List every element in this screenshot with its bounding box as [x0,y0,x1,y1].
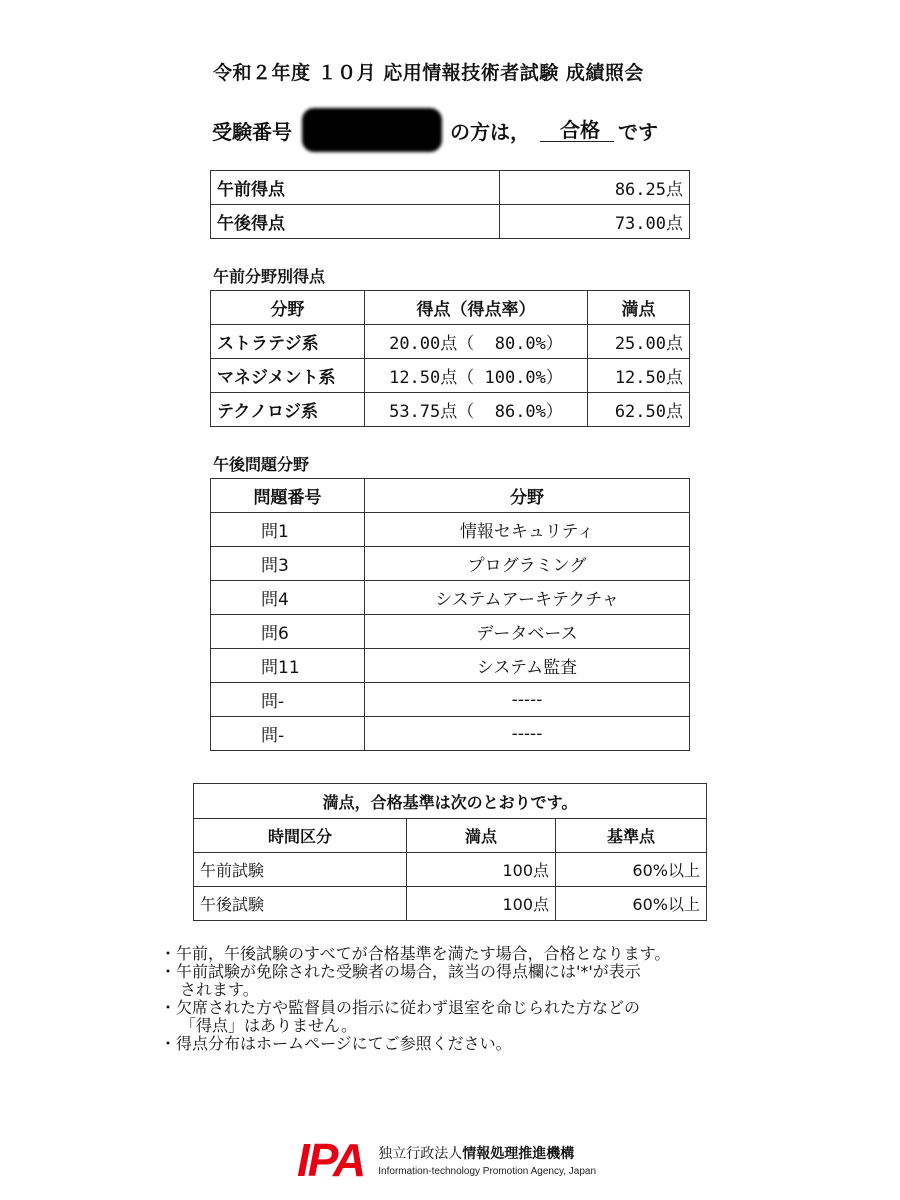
field-max: 25.00点 [588,325,690,359]
pm-score-value: 73.00点 [500,205,690,239]
table-row [211,649,690,683]
question-field: プログラミング [365,547,690,581]
org-name: 情報処理推進機構 [462,1146,575,1162]
table-row [211,717,690,751]
criteria-pass: 60%以上 [556,887,707,921]
table-caption-row [194,784,707,819]
am-score-label: 午前得点 [211,171,500,205]
field-score: 20.00点（ 80.0%） [365,325,588,359]
question-field: システムアーキテクチャ [365,581,690,615]
note-line: ・午前，午後試験のすべてが合格基準を満たす場合，合格となります。 [160,944,671,963]
am-field-score-table [210,290,690,427]
question-number: 問4 [211,581,365,615]
question-field: ----- [365,683,690,717]
examinee-end-text: です [618,119,658,144]
ipa-logo [297,1133,596,1187]
question-number: 問- [211,717,365,751]
note-line: ・欠席された方や監督員の指示に従わず退室を命じられた方などの [160,998,641,1017]
table-row [194,853,707,887]
field-max: 12.50点 [588,359,690,393]
examinee-number-label: 受験番号 [212,119,292,144]
redacted-examinee-number [302,108,442,152]
question-field: データベース [365,615,690,649]
org-prefix: 独立行政法人 [378,1146,463,1162]
question-field: ----- [365,717,690,751]
column-header: 満点 [407,819,556,853]
pm-score-label: 午後得点 [211,205,500,239]
page-title: 令和２年度 １０月 応用情報技術者試験 成績照会 [213,62,644,84]
column-header: 満点 [588,291,690,325]
org-english-name: Information-technology Promotion Agency, Japan [378,1166,597,1177]
field-name: ストラテジ系 [211,325,365,359]
table-row [194,887,707,921]
column-header: 分野 [365,479,690,513]
am-fields-heading: 午前分野別得点 [213,267,326,286]
examinee-result-line [212,108,658,152]
field-score: 53.75点（ 86.0%） [365,393,588,427]
criteria-section: 午前試験 [194,853,407,887]
notes-list [160,945,760,1053]
table-row [211,205,690,239]
note-line: ・得点分布はホームページにてご参照ください。 [160,1034,512,1053]
question-number: 問11 [211,649,365,683]
result-status: 合格 [540,119,614,142]
examinee-middle-text: の方は， [450,119,530,144]
column-header: 得点（得点率） [365,291,588,325]
question-number: 問3 [211,547,365,581]
table-header-row [194,819,707,853]
table-row [211,171,690,205]
table-row [211,359,690,393]
question-number: 問6 [211,615,365,649]
table-header-row [211,291,690,325]
table-row [211,615,690,649]
table-row [211,683,690,717]
field-name: テクノロジ系 [211,393,365,427]
am-score-value: 86.25点 [500,171,690,205]
field-max: 62.50点 [588,393,690,427]
pm-questions-heading: 午後問題分野 [213,455,310,474]
table-row [211,513,690,547]
question-number: 問- [211,683,365,717]
table-header-row [211,479,690,513]
score-summary-table [210,170,690,239]
question-field: システム監査 [365,649,690,683]
pass-criteria-table [193,783,707,921]
criteria-max: 100点 [407,887,556,921]
note-line: ・午前試験が免除された受験者の場合，該当の得点欄には'*'が表示 [160,962,641,981]
column-header: 分野 [211,291,365,325]
field-name: マネジメント系 [211,359,365,393]
note-line: 「得点」はありません。 [180,1016,357,1035]
column-header: 時間区分 [194,819,407,853]
question-field: 情報セキュリティ [365,513,690,547]
criteria-section: 午後試験 [194,887,407,921]
criteria-caption: 満点，合格基準は次のとおりです。 [194,784,707,819]
table-row [211,547,690,581]
criteria-pass: 60%以上 [556,853,707,887]
table-row [211,581,690,615]
criteria-max: 100点 [407,853,556,887]
table-row [211,393,690,427]
pm-question-table [210,478,690,751]
column-header: 問題番号 [211,479,365,513]
field-score: 12.50点（ 100.0%） [365,359,588,393]
note-line: されます。 [180,980,259,999]
table-row [211,325,690,359]
column-header: 基準点 [556,819,707,853]
question-number: 問1 [211,513,365,547]
org-japanese-name [378,1143,596,1163]
ipa-logo-text [378,1143,596,1177]
ipa-logo-mark: IPA [297,1134,365,1186]
